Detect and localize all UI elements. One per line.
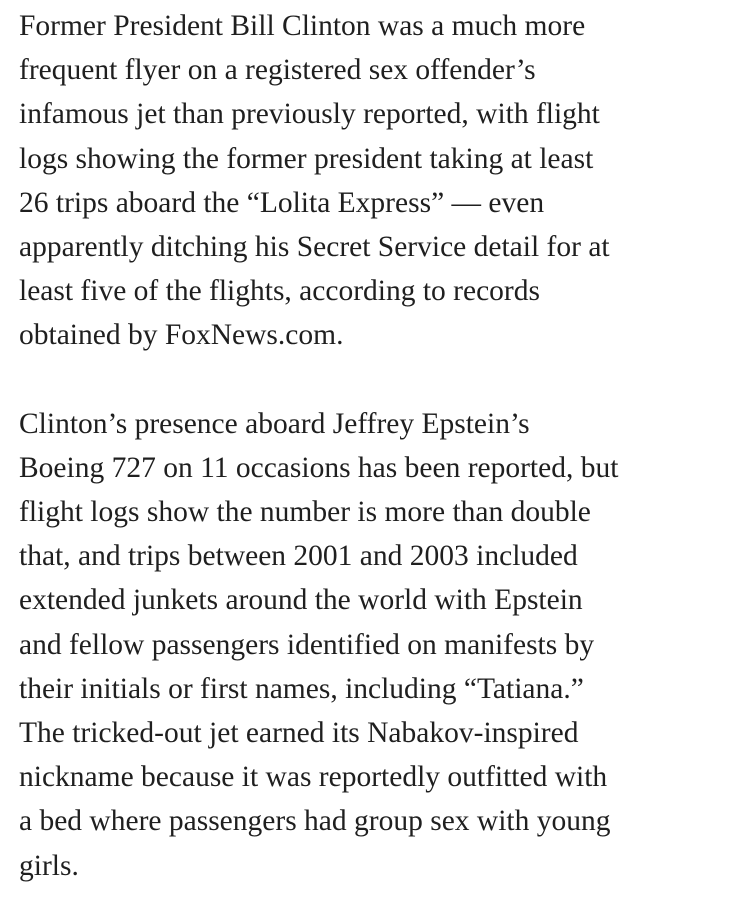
article-paragraph-1: Former President Bill Clinton was a much more frequent flyer on a registered sex offender’s infamous jet than previously reported, with flight logs showing the former president taking at least 26 trips aboard the “Lolita Express” — even apparently ditching his Secret Service detail for at least five of the flights, according to records obtained by FoxNews.com.	[19, 10, 610, 352]
article-paragraph-2: Clinton’s presence aboard Jeffrey Epstein’s Boeing 727 on 11 occasions has been reported, but flight logs show the number is more than double that, and trips between 2001 and 2003 included extended junkets around the world with Epstein and fellow passengers identified on manifests by their initials or first names, including “Tatiana.” The tricked-out jet earned its Nabakov-inspired nickname because it was reportedly outfitted with a bed where passengers had group sex with young girls.	[19, 407, 619, 882]
article-body	[19, 4, 741, 888]
